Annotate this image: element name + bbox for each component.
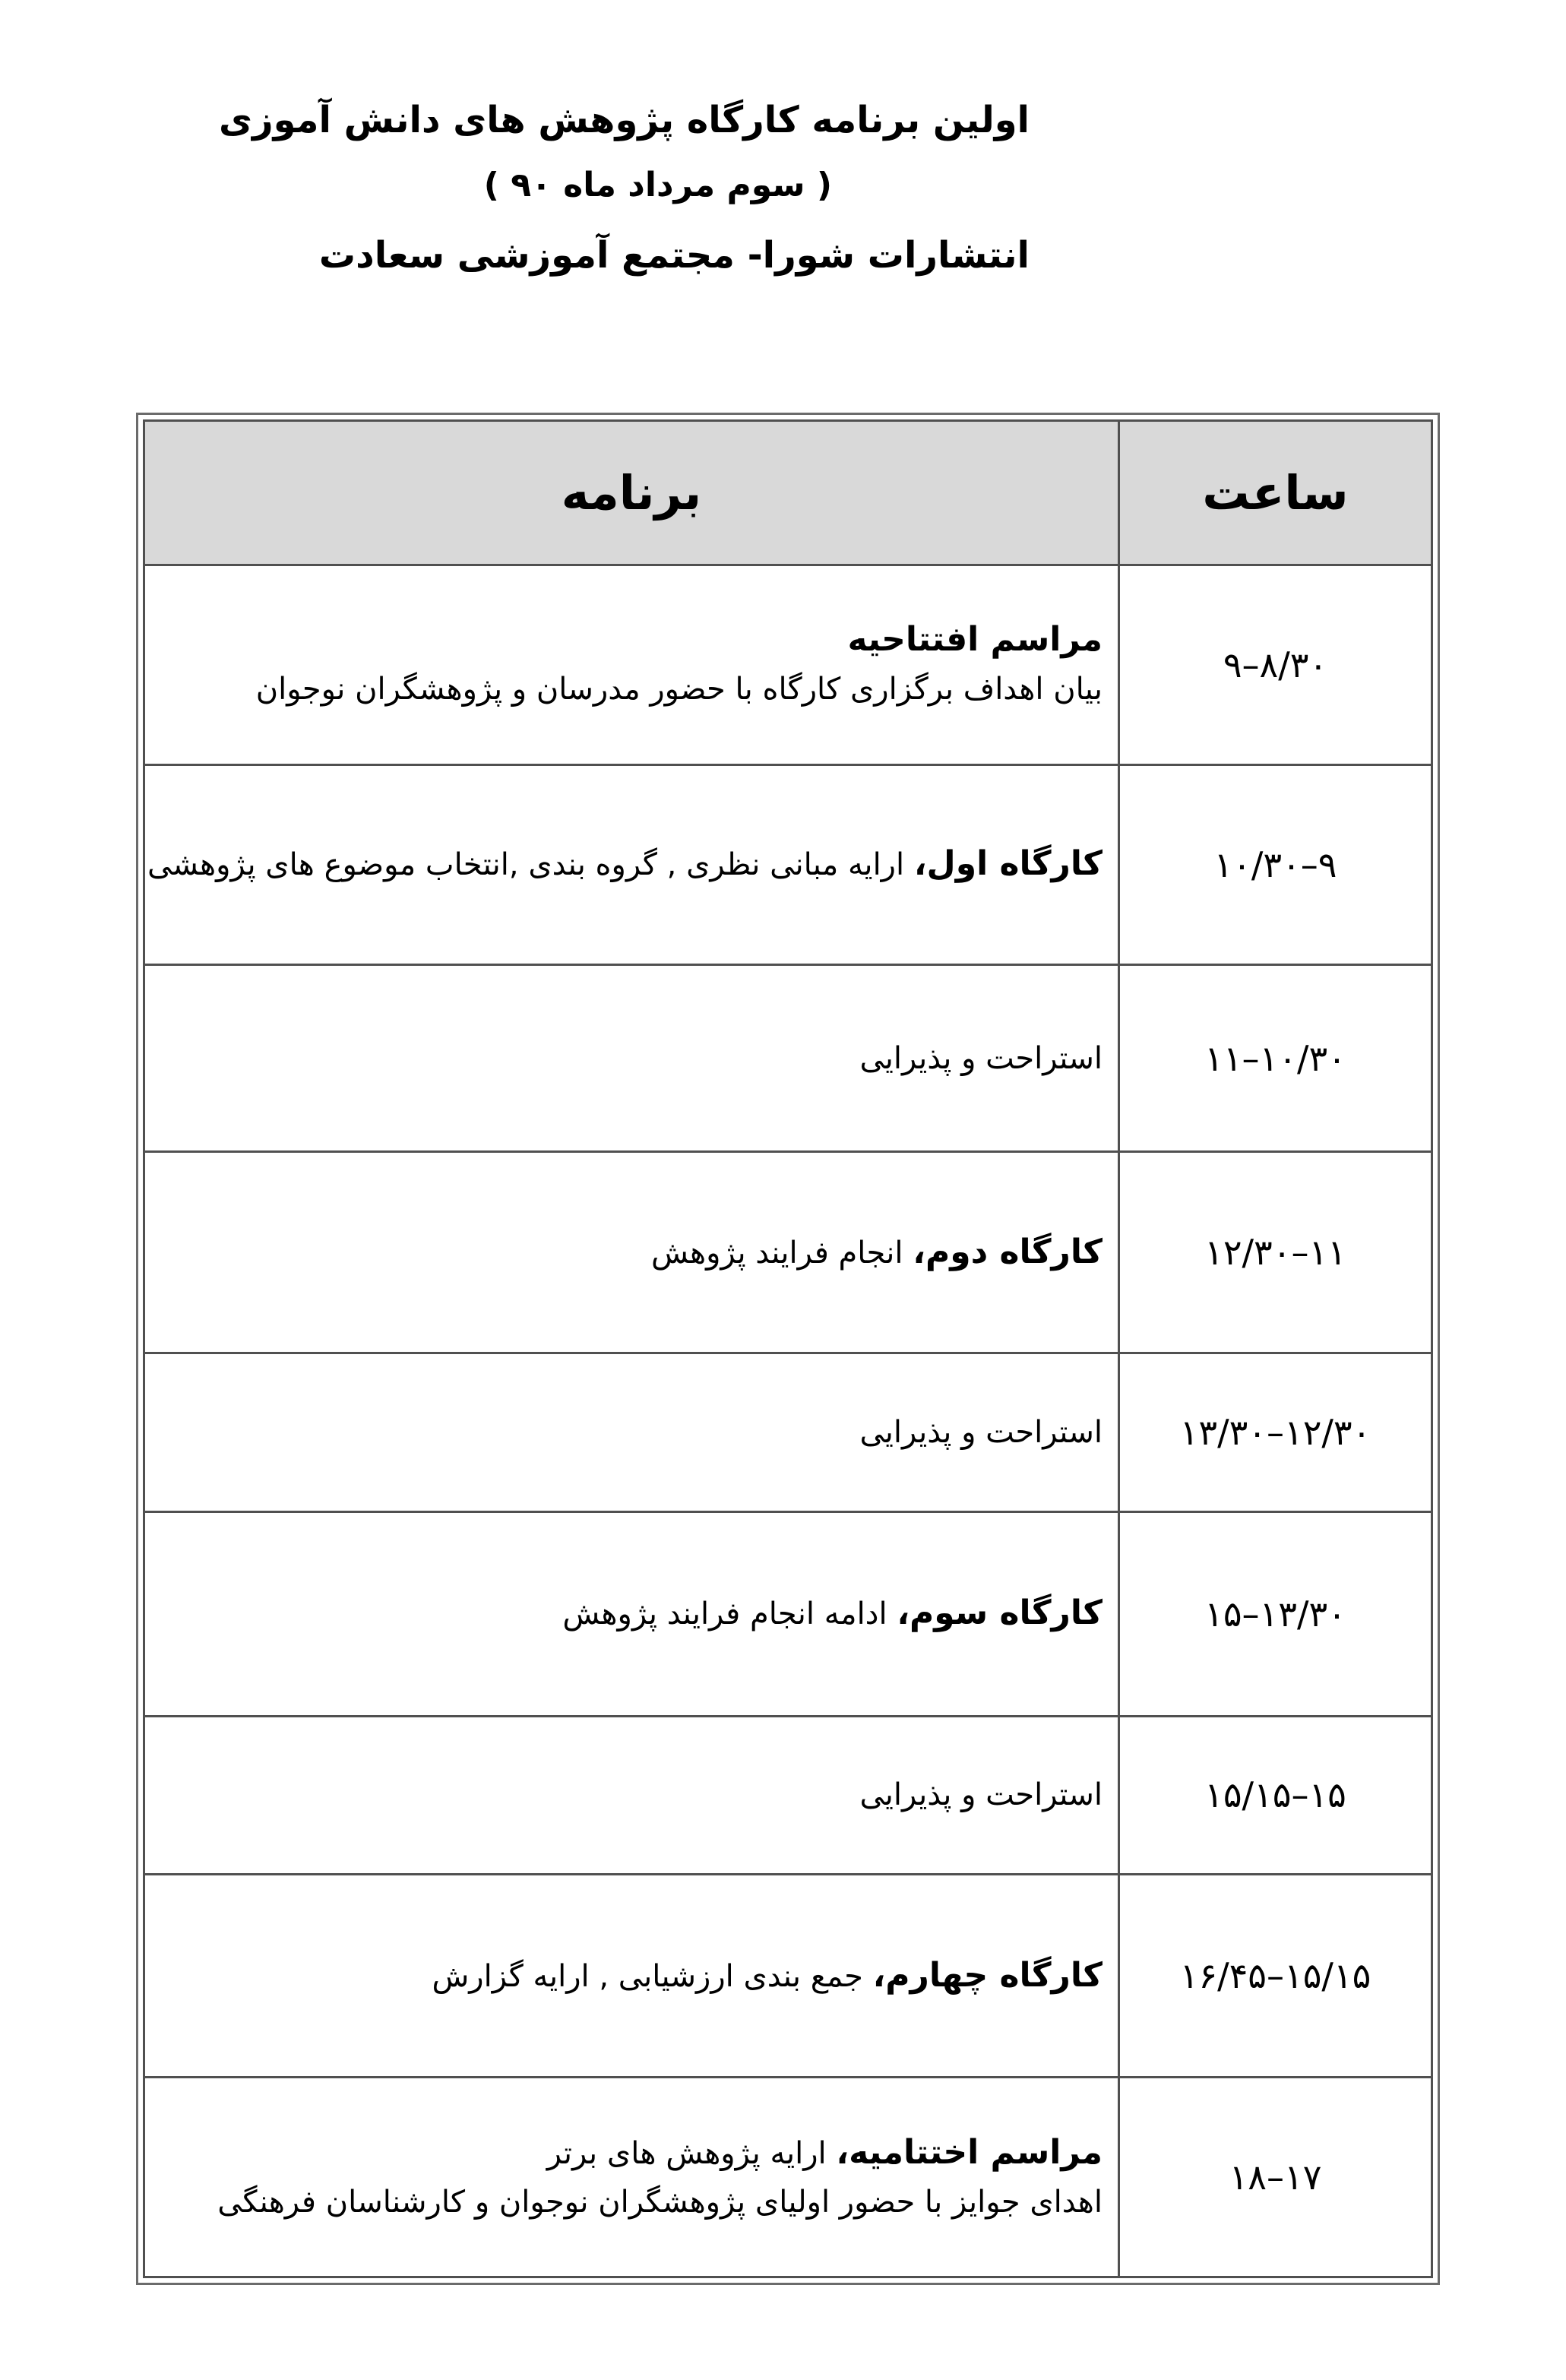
time-cell xyxy=(1119,1152,1432,1353)
program-text: ارایه پژوهش های برتر xyxy=(546,2135,827,2171)
time-range: ۸/۳۰–۹ xyxy=(1223,644,1328,685)
program-cell xyxy=(144,964,1119,1152)
program-detail: بیان اهداف برگزاری کارگاه با حضور مدرسان و پژوهشگران نوجوان xyxy=(255,672,1103,707)
table-row xyxy=(144,1152,1432,1353)
time-cell xyxy=(1119,1716,1432,1875)
program-cell xyxy=(144,764,1119,964)
program-line xyxy=(160,1228,1103,1277)
time-cell xyxy=(1119,1511,1432,1716)
program-cell xyxy=(144,565,1119,765)
program-title: کارگاه سوم، xyxy=(897,1594,1103,1633)
program-title: مراسم اختتامیه، xyxy=(836,2132,1103,2172)
time-range: ۱۵–۱۵/۱۵ xyxy=(1204,1774,1346,1816)
document-title: اولین برنامه کارگاه پژوهش های دانش آموزی xyxy=(219,99,1030,141)
time-cell xyxy=(1119,565,1432,765)
program-cell xyxy=(144,1353,1119,1512)
time-cell xyxy=(1119,964,1432,1152)
table-row xyxy=(144,1716,1432,1875)
header-time: ساعت xyxy=(1119,421,1432,565)
time-range: ۱۷–۱۸ xyxy=(1229,2157,1322,2198)
program-cell xyxy=(144,1875,1119,2078)
program-line xyxy=(160,616,1103,665)
table-row xyxy=(144,1875,1432,2078)
program-line xyxy=(147,840,1103,889)
program-line xyxy=(160,1034,1103,1083)
program-text: استراحت و پذیرایی xyxy=(859,1777,1103,1813)
time-range: ۹–۱۰/۳۰ xyxy=(1213,843,1337,885)
program-title: کارگاه اول، xyxy=(913,844,1103,884)
table-row xyxy=(144,964,1432,1152)
program-cell xyxy=(144,1152,1119,1353)
program-line xyxy=(160,2128,1103,2178)
time-cell xyxy=(1119,1875,1432,2078)
program-line xyxy=(160,2178,1103,2227)
header-program: برنامه xyxy=(144,421,1119,565)
program-line xyxy=(160,1951,1103,2001)
document-date: ( سوم مرداد ماه ۹۰ ) xyxy=(483,166,832,204)
time-range: ۱۰/۳۰–۱۱ xyxy=(1204,1037,1346,1079)
table-row xyxy=(144,1353,1432,1512)
table-row xyxy=(144,764,1432,964)
time-range: ۱۱–۱۲/۳۰ xyxy=(1204,1232,1346,1274)
program-title: مراسم افتتاحیه xyxy=(847,620,1103,660)
table-header-row xyxy=(144,421,1432,565)
time-range: ۱۵/۱۵–۱۶/۴۵ xyxy=(1179,1955,1371,1997)
program-detail: اهدای جوایز با حضور اولیای پژوهشگران نوجوان و کارشناسان فرهنگی xyxy=(217,2184,1103,2220)
schedule-table-frame xyxy=(136,413,1440,2285)
program-cell xyxy=(144,1716,1119,1875)
program-line xyxy=(160,665,1103,714)
program-line xyxy=(160,1408,1103,1457)
program-line xyxy=(160,1771,1103,1819)
document-publisher: انتشارات شورا- مجتمع آموزشی سعادت xyxy=(318,234,1030,277)
program-cell xyxy=(144,2078,1119,2277)
program-text: ادامه انجام فرایند پژوهش xyxy=(562,1597,887,1632)
program-text: انجام فرایند پژوهش xyxy=(650,1235,903,1271)
table-row xyxy=(144,2078,1432,2277)
program-title: کارگاه چهارم، xyxy=(872,1955,1103,1995)
program-text: ارایه مبانی نظری , گروه بندی ,انتخاب موضوع های پژوهشی xyxy=(147,847,905,883)
table-row xyxy=(144,565,1432,765)
schedule-table xyxy=(143,419,1433,2278)
table-row xyxy=(144,1511,1432,1716)
program-cell xyxy=(144,1511,1119,1716)
program-text: استراحت و پذیرایی xyxy=(859,1415,1103,1451)
time-range: ۱۳/۳۰–۱۵ xyxy=(1204,1593,1346,1635)
program-title: کارگاه دوم، xyxy=(913,1232,1103,1271)
time-cell xyxy=(1119,2078,1432,2277)
time-cell xyxy=(1119,764,1432,964)
time-range: ۱۲/۳۰–۱۳/۳۰ xyxy=(1179,1412,1371,1454)
program-text: جمع بندی ارزشیابی , ارایه گزارش xyxy=(432,1958,863,1994)
program-text: استراحت و پذیرایی xyxy=(859,1040,1103,1076)
time-cell xyxy=(1119,1353,1432,1512)
program-line xyxy=(160,1589,1103,1638)
